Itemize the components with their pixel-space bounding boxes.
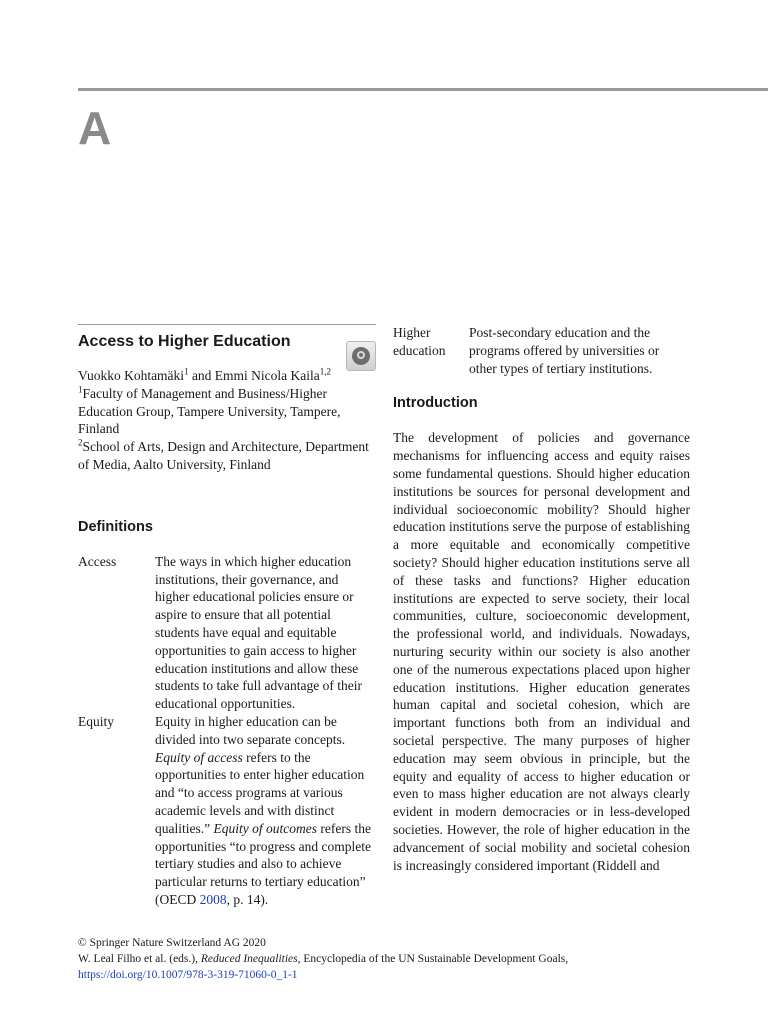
copyright-line: © Springer Nature Switzerland AG 2020 — [78, 937, 266, 949]
definitions-list — [78, 553, 376, 909]
crossmark-button[interactable] — [346, 341, 376, 371]
doi-link[interactable]: https://doi.org/10.1007/978-3-319-71060-0_1-1 — [78, 969, 298, 981]
footer — [78, 935, 768, 983]
definition-description: Equity in higher education can be divided into two separate concepts. Equity of access refers to the opportunities to enter higher education and “to access programs at various academic levels and with distinct qualities.” Equity of outcomes refers the opportunities “to progress and complete tertiary studies and also to achieve particular returns to tertiary education” (OECD 2008, p. 14). — [155, 713, 371, 907]
oecd-2008-reference-link[interactable]: 2008 — [199, 891, 227, 907]
crossmark-icon — [352, 347, 370, 365]
definition-equity — [78, 713, 376, 909]
definition-term: Equity — [78, 713, 114, 729]
introduction-text: The development of policies and governance mechanisms for influencing access and equity raises some fundamental questions. Should higher education institutions be sources for personal development and individual socioeconomic mobility? Should higher education institutions serve the purpose of establishing a more equitable and economically competitive society? Should higher education institutions serve all of these tasks and functions? Higher education institutions are expected to serve society, their local communities, culture, socioeconomic development, the professional world, and individuals. Nowadays, nurturing security within our society is also another one of the numerous expectations placed upon higher education institutions. Higher education generates human capital and societal cohesion, which are important functions both from an individual and societal perspective. The many purposes of higher education may seem obvious in principle, but the equity and equality of access to higher education or even to mass higher education are not always clearly evident in modern democracies or in less-developed societies. However, the role of higher education in the advancement of social mobility and societal cohesion is increasingly considered important (Riddell and — [393, 430, 690, 873]
section-letter: A — [78, 102, 112, 154]
affiliation-1: $^1$Faculty of Management and Business/Higher Education Group, Tampere University, Tampere, Finland — [78, 384, 341, 437]
definition-description: Post-secondary education and the programs offered by universities or other types of tertiary institutions. — [469, 325, 660, 376]
title-rule — [78, 324, 376, 325]
left-column — [78, 324, 376, 909]
top-rule — [78, 88, 768, 91]
entry-title: Access to Higher Education — [78, 333, 291, 350]
definition-description: The ways in which higher education institutions, their governance, and higher educational policies ensure or aspire to ensure that all potential students have equal and equitable opportunities to gain access to higher education institutions and allow these students to take full advantage of their educational opportunities. — [155, 553, 362, 712]
definition-access — [78, 553, 376, 713]
affiliation-2: $^2$School of Arts, Design and Architecture, Department of Media, Aalto University, Finland — [78, 437, 369, 472]
right-column — [393, 324, 690, 874]
citation-line: W. Leal Filho et al. (eds.), Reduced Inequalities, Encyclopedia of the UN Sustainable Development Goals, — [78, 953, 569, 965]
authors-block — [78, 367, 376, 474]
definitions-heading: Definitions — [78, 518, 153, 535]
introduction-heading: Introduction — [393, 395, 478, 412]
authors-line: Vuokko Kohtamäki$^1$ and Emmi Nicola Kaila$^{1,2}$ — [78, 366, 332, 383]
definition-higher-education — [393, 324, 690, 377]
entry-header — [78, 332, 376, 352]
definition-term: Access — [78, 553, 117, 569]
doi-line — [78, 967, 768, 983]
definition-term: Higher education — [393, 325, 446, 358]
